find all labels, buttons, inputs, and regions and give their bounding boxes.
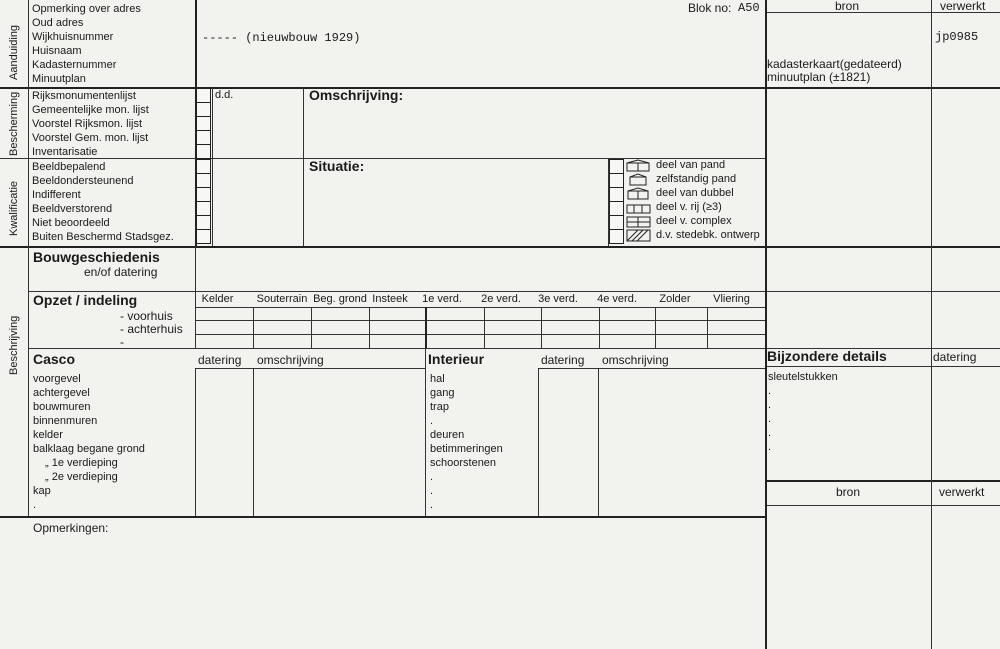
interieur-item: .: [430, 485, 434, 497]
checkbox-voorstel-rijksmon[interactable]: [196, 116, 211, 131]
floor-header-souterrain: Souterrain: [256, 293, 308, 305]
casco-omschrijving-line: [253, 368, 254, 516]
field-huisnaam: Huisnaam: [32, 45, 82, 57]
checkbox-deel-v-rij[interactable]: [609, 201, 624, 216]
opzet-heading: Opzet / indeling: [33, 292, 138, 308]
divider-casco: [0, 516, 765, 518]
kwalificatie-item: Indifferent: [32, 189, 81, 201]
aanduiding-fields: [32, 2, 141, 86]
row-achterhuis: - achterhuis: [120, 322, 183, 336]
opmerkingen-label: Opmerkingen:: [33, 521, 109, 535]
floor-row-line: [195, 307, 765, 308]
casco-item: „ 2e verdieping: [45, 471, 118, 483]
verwerkt-value: jp0985: [935, 30, 979, 44]
casco-item: binnenmuren: [33, 415, 98, 427]
bron-entry-kadasterkaart: kadasterkaart(gedateerd): [767, 57, 902, 71]
field-oud-adres: Oud adres: [32, 17, 84, 29]
interieur-items: [430, 372, 503, 512]
checkbox-gemeentelijke-mon[interactable]: [196, 102, 211, 117]
bescherming-items: [32, 89, 149, 159]
floor-header-insteek: Insteek: [372, 293, 408, 305]
interieur-item: trap: [430, 401, 449, 413]
casco-datering-line: [195, 368, 196, 516]
verwerkt-header: verwerkt: [940, 0, 986, 13]
casco-item: balklaag begane grond: [33, 443, 145, 455]
situatie-option: deel v. rij (≥3): [656, 201, 722, 213]
bescherming-item: Gemeentelijke mon. lijst: [32, 104, 149, 116]
side-column-line: [28, 0, 29, 516]
floor-col-line: [253, 307, 254, 348]
blok-value: A50: [738, 1, 760, 15]
row-voorhuis: - voorhuis: [120, 309, 173, 323]
field-wijkhuisnummer: Wijkhuisnummer: [32, 31, 114, 43]
bijzondere-datering-header: datering: [933, 350, 977, 364]
divider-bijzondere: [765, 366, 1000, 367]
interieur-heading: Interieur: [428, 351, 485, 367]
divider-bijz-bron: [765, 480, 1000, 482]
situatie-heading: Situatie:: [309, 158, 365, 174]
bijzondere-verwerkt-header: verwerkt: [939, 485, 985, 499]
interieur-omschrijving-line: [598, 368, 599, 516]
field-kadasternummer: Kadasternummer: [32, 59, 117, 71]
bron-entry-minuutplan: minuutplan (±1821): [767, 70, 871, 84]
interieur-item: gang: [430, 387, 455, 399]
side-label-aanduiding: Aanduiding: [8, 24, 20, 80]
floor-header-beg-grond: Beg. grond: [313, 293, 367, 305]
deel-v-rij-icon: [626, 201, 652, 214]
bron-header: bron: [835, 0, 860, 13]
bescherming-item: Inventarisatie: [32, 146, 98, 158]
bescherming-item: Voorstel Gem. mon. lijst: [32, 132, 149, 144]
checkbox-rijksmonumentenlijst[interactable]: [196, 88, 211, 103]
blok-label: Blok no:: [688, 1, 732, 15]
floor-header-4e-verd: 4e verd.: [597, 293, 637, 305]
zelfstandig-pand-icon: [626, 173, 652, 186]
casco-items: [33, 372, 145, 512]
bijzondere-item: .: [768, 385, 772, 397]
situatie-option: deel van pand: [656, 159, 726, 171]
floor-header-kelder: Kelder: [201, 293, 234, 305]
datering-subheading: en/of datering: [84, 265, 158, 279]
floor-col-line: [599, 307, 600, 348]
divider-kwalificatie: [0, 246, 1000, 248]
deel-v-complex-icon: [626, 215, 652, 228]
bijzondere-item: .: [768, 399, 772, 411]
kwalificatie-item: Beeldbepalend: [32, 161, 106, 173]
floor-header-3e-verd: 3e verd.: [538, 293, 578, 305]
interieur-header-line: [538, 368, 765, 369]
checkbox-deel-van-pand[interactable]: [609, 159, 624, 174]
floor-col-line: [425, 307, 427, 348]
floor-header-1e-verd: 1e verd.: [422, 293, 462, 305]
casco-interieur-line: [425, 348, 426, 516]
interieur-datering-line: [538, 368, 539, 516]
interieur-item: .: [430, 499, 434, 511]
bijzondere-item: .: [768, 413, 772, 425]
side-label-kwalificatie: Kwalificatie: [8, 180, 20, 236]
side-label-beschrijving: Beschrijving: [8, 315, 20, 375]
field-minuutplan: Minuutplan: [32, 73, 86, 85]
casco-heading: Casco: [33, 351, 76, 367]
floor-col-line: [369, 307, 370, 348]
bron-column-line: [765, 0, 767, 649]
floor-header-vliering: Vliering: [713, 293, 750, 305]
interieur-datering-header: datering: [541, 353, 585, 367]
casco-datering-header: datering: [198, 353, 242, 367]
situatie-option: zelfstandig pand: [656, 173, 737, 185]
kwalificatie-items: [32, 160, 174, 244]
bijzondere-item: .: [768, 427, 772, 439]
divider-bijz-bron-sub: [765, 505, 1000, 506]
stedebk-ontwerp-icon: [626, 229, 652, 242]
verwerkt-column-line: [931, 0, 932, 649]
casco-item: „ 1e verdieping: [45, 457, 118, 469]
dd-column-line: [212, 87, 213, 246]
casco-omschrijving-header: omschrijving: [257, 353, 324, 367]
bijzondere-item: .: [768, 441, 772, 453]
bijzondere-items: [768, 370, 838, 454]
casco-header-line: [195, 368, 425, 369]
situatie-options: [656, 158, 760, 242]
field-opmerking-over-adres: Opmerking over adres: [32, 3, 141, 15]
bescherming-item: Voorstel Rijksmon. lijst: [32, 118, 143, 130]
floor-header-zolder: Zolder: [659, 293, 691, 305]
divider-aanduiding: [0, 87, 1000, 89]
interieur-item: .: [430, 471, 434, 483]
floor-row-line: [195, 320, 765, 321]
interieur-item: .: [430, 415, 434, 427]
omschrijving-column-line: [303, 87, 304, 246]
checkbox-niet-beoordeeld[interactable]: [196, 215, 211, 230]
floor-col-line: [311, 307, 312, 348]
checkbox-beeldondersteunend[interactable]: [196, 173, 211, 188]
checkbox-deel-van-dubbel[interactable]: [609, 187, 624, 202]
situatie-option: deel van dubbel: [656, 187, 734, 199]
bescherming-item: Rijksmonumentenlijst: [32, 90, 136, 102]
checkbox-indifferent[interactable]: [196, 187, 211, 202]
side-label-bescherming: Bescherming: [8, 91, 20, 156]
checkbox-zelfstandig-pand[interactable]: [609, 173, 624, 188]
bijzondere-heading: Bijzondere details: [767, 348, 887, 364]
bijzondere-item: sleutelstukken: [768, 371, 838, 383]
interieur-item: schoorstenen: [430, 457, 497, 469]
bijzondere-bron-header: bron: [836, 485, 861, 499]
interieur-item: hal: [430, 373, 445, 385]
floor-col-line: [707, 307, 708, 348]
situatie-option: deel v. complex: [656, 215, 732, 227]
checkbox-stedebk-ontwerp[interactable]: [609, 229, 624, 244]
floor-col-line: [484, 307, 485, 348]
casco-item: bouwmuren: [33, 401, 91, 413]
checkbox-inventarisatie[interactable]: [196, 144, 211, 159]
checkbox-buiten-beschermd[interactable]: [196, 229, 211, 244]
checkbox-beeldverstorend[interactable]: [196, 201, 211, 216]
floor-row-line: [195, 334, 765, 335]
floor-table: [195, 291, 765, 348]
casco-item: kap: [33, 485, 51, 497]
kwalificatie-item: Beeldverstorend: [32, 203, 113, 215]
kwalificatie-item: Beeldondersteunend: [32, 175, 134, 187]
bouwgeschiedenis-heading: Bouwgeschiedenis: [33, 249, 160, 265]
floor-col-line: [541, 307, 542, 348]
casco-item: kelder: [33, 429, 63, 441]
casco-item: achtergevel: [33, 387, 90, 399]
row-extra: -: [120, 335, 124, 349]
casco-item: .: [33, 499, 37, 511]
kwalificatie-item: Buiten Beschermd Stadsgez.: [32, 231, 174, 243]
floor-header-2e-verd: 2e verd.: [481, 293, 521, 305]
deel-van-dubbel-icon: [626, 187, 652, 200]
checkbox-beeldbepalend[interactable]: [196, 159, 211, 174]
situatie-option: d.v. stedebk. ontwerp: [656, 229, 760, 241]
deel-van-pand-icon: [626, 159, 652, 172]
floor-col-line: [655, 307, 656, 348]
interieur-item: deuren: [430, 429, 465, 441]
interieur-omschrijving-header: omschrijving: [602, 353, 669, 367]
casco-item: voorgevel: [33, 373, 81, 385]
checkbox-voorstel-gem-mon[interactable]: [196, 130, 211, 145]
opmerkingen-field[interactable]: [28, 536, 763, 644]
aanduiding-note: ----- (nieuwbouw 1929): [202, 31, 361, 45]
interieur-item: betimmeringen: [430, 443, 503, 455]
dd-label: d.d.: [215, 89, 234, 101]
omschrijving-heading: Omschrijving:: [309, 87, 404, 103]
checkbox-deel-v-complex[interactable]: [609, 215, 624, 230]
kwalificatie-item: Niet beoordeeld: [32, 217, 110, 229]
